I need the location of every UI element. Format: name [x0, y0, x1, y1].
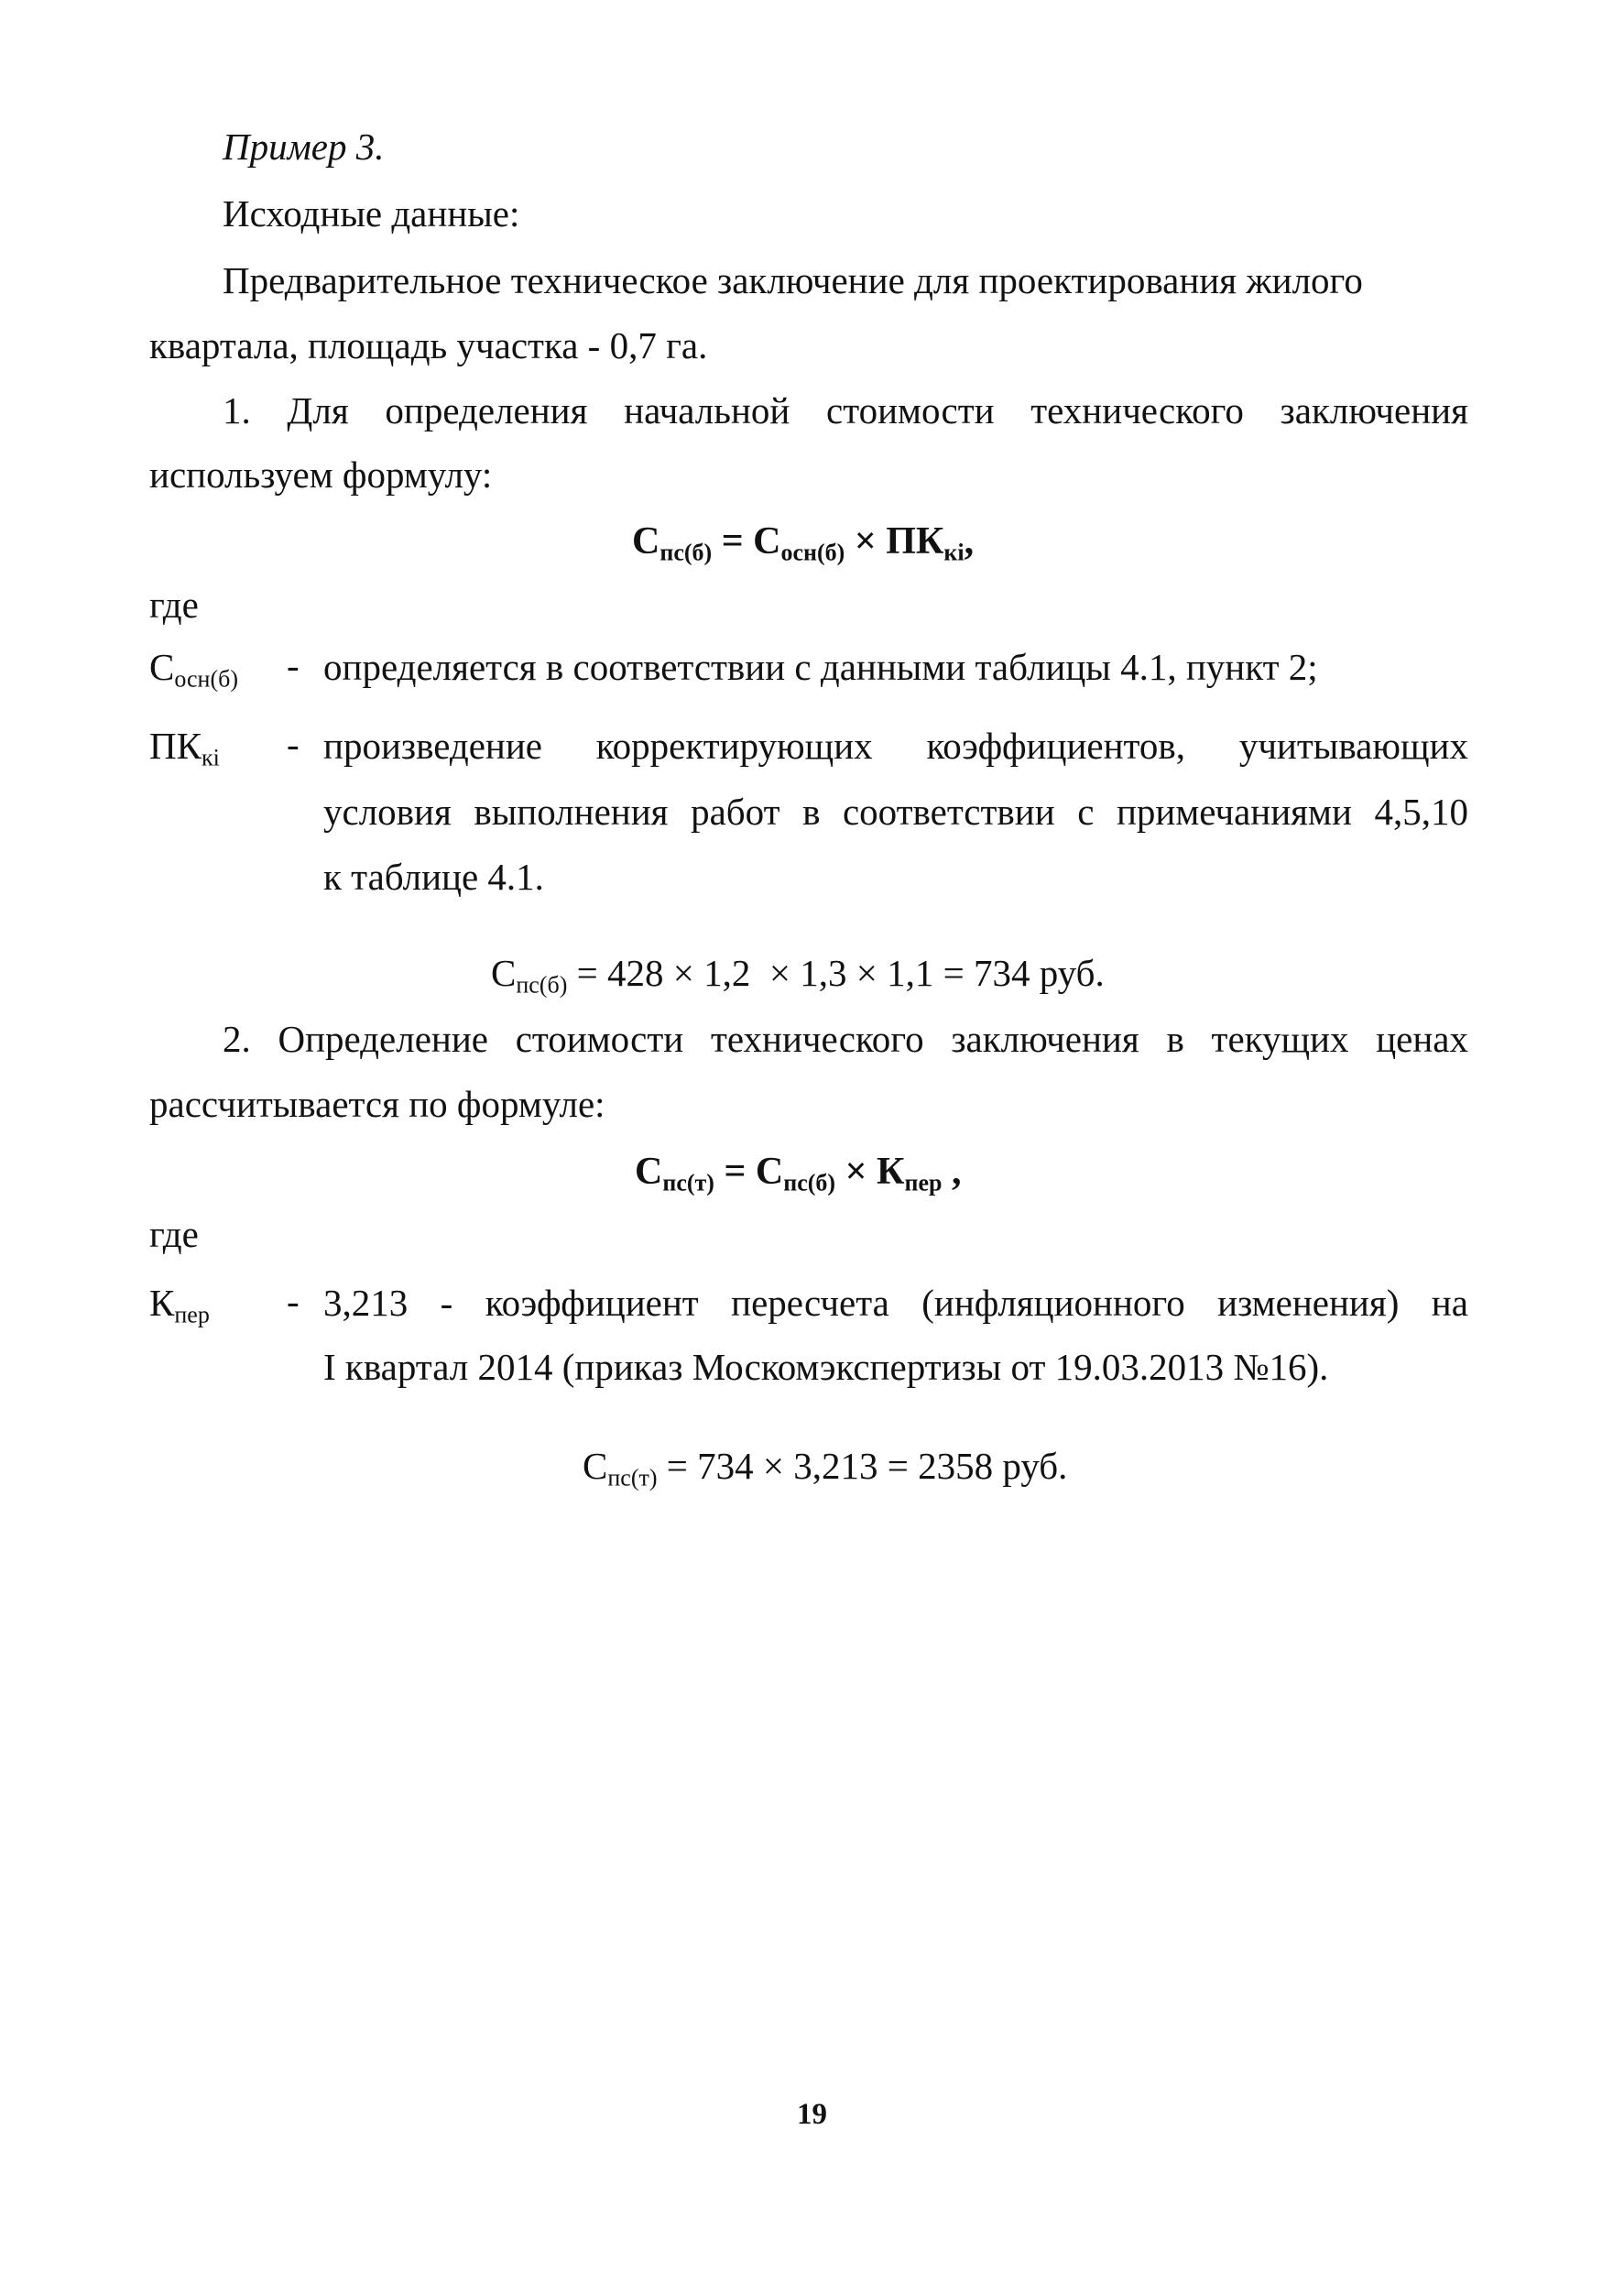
formula1-rhs1: $С_{осн(б)}$	[753, 520, 845, 566]
def-kper-word: изменения)	[1217, 1282, 1400, 1324]
step2-word: ценах	[1376, 1018, 1468, 1060]
def-pk-word: в	[802, 791, 821, 833]
step1-line-1	[223, 389, 1468, 431]
def-pk-word: выполнения	[474, 791, 669, 833]
intro-line-1: Предварительное техническое заключение для проектирования жилого	[223, 259, 1363, 301]
formula2-equals: =	[714, 1151, 756, 1193]
formula1-rhs2: $ПК_{кі}$	[886, 520, 965, 566]
step1-word: стоимости	[826, 389, 995, 431]
page-number: 19	[797, 2098, 827, 2131]
step2-word: 2.	[223, 1018, 251, 1060]
where-label-1: где	[149, 584, 199, 626]
step1-word: начальной	[624, 389, 790, 431]
def-kper-term: $К_{пер}$	[149, 1282, 210, 1328]
step1-word: технического	[1030, 389, 1244, 431]
def-pk-word: соответствии	[842, 791, 1055, 833]
def-pk-word: примечаниями	[1116, 791, 1352, 833]
formula1-lhs: $С_{пс(б)}$	[632, 520, 713, 566]
step2-line-1	[223, 1018, 1468, 1060]
def-kper-word: пересчета	[731, 1282, 889, 1324]
def-cosn-text: определяется в соответствии с данными таблицы 4.1, пункт 2;	[323, 646, 1318, 688]
def-pk-word: произведение	[323, 725, 542, 767]
def-pk-word: коэффициентов,	[926, 725, 1186, 767]
formula1-equals: =	[712, 520, 754, 563]
def-kper-word: на	[1431, 1282, 1468, 1324]
def-pk-word: с	[1077, 791, 1095, 833]
initial-data-label: Исходные данные:	[223, 192, 520, 235]
step1-word: Для	[287, 389, 349, 431]
formula2-lhs: $С_{пс(т)}$	[635, 1151, 714, 1196]
formula2-rhs1: $С_{пс(б)}$	[755, 1151, 836, 1196]
formula1-tail: ,	[964, 520, 975, 563]
def-pk-word: работ	[691, 791, 780, 833]
step1-word: заключения	[1280, 389, 1468, 431]
def-pk-term: $ПК_{кі}$	[149, 725, 220, 771]
def-kper-word: -	[440, 1282, 453, 1324]
step2-word: в	[1166, 1018, 1184, 1060]
step2-word: технического	[710, 1018, 924, 1060]
def-pk-word: учитывающих	[1238, 725, 1468, 767]
def-kper-word: 3,213	[323, 1282, 409, 1324]
formula1-times: ×	[845, 520, 887, 563]
def-kper-word: коэффициент	[485, 1282, 699, 1324]
step2-line-2: рассчитывается по формуле:	[149, 1083, 605, 1125]
def-pk-line-3: к таблице 4.1.	[323, 856, 544, 898]
step1-word: определения	[385, 389, 588, 431]
calc-1: $С_{пс(б)} = 428 \times 1,2 \times 1,3 \times 1,1 = 734$ руб.	[491, 952, 1105, 999]
def-kper-line-1	[323, 1284, 1468, 1322]
def-kper-line-2: I квартал 2014 (приказ Москомэкспертизы от 19.03.2013 №16).	[323, 1346, 1329, 1388]
formula2-rhs2: $К_{пер}$	[877, 1151, 943, 1196]
formula2-times: ×	[835, 1151, 877, 1193]
where-label-2: где	[149, 1213, 199, 1255]
step1-line-2: используем формулу:	[149, 453, 493, 496]
formula2-tail: ,	[942, 1151, 962, 1193]
step2-word: стоимости	[515, 1018, 684, 1060]
example-title: Пример 3.	[223, 126, 385, 168]
step1-word: 1.	[223, 389, 251, 431]
formula-2	[635, 1151, 962, 1196]
def-cosn-dash: -	[287, 644, 300, 686]
def-cosn-term: $С_{осн(б)}$	[149, 646, 239, 693]
step2-word: Определение	[278, 1018, 488, 1060]
step2-word: текущих	[1211, 1018, 1349, 1060]
def-pk-word: корректирующих	[595, 725, 873, 767]
calc-2: $С_{пс(т)} = 734 \times 3,213 = 2358$ руб.	[583, 1445, 1068, 1491]
def-pk-dash: -	[287, 723, 300, 765]
def-pk-word: условия	[323, 791, 452, 833]
step2-word: заключения	[951, 1018, 1139, 1060]
def-kper-word: (инфляционного	[921, 1282, 1185, 1324]
def-pk-line-2	[323, 793, 1468, 831]
def-pk-word: 4,5,10	[1374, 791, 1468, 833]
formula-1	[632, 520, 975, 566]
intro-line-2: квартала, площадь участка - 0,7 га.	[149, 324, 708, 366]
def-pk-line-1	[323, 727, 1468, 765]
def-kper-dash: -	[287, 1280, 300, 1322]
